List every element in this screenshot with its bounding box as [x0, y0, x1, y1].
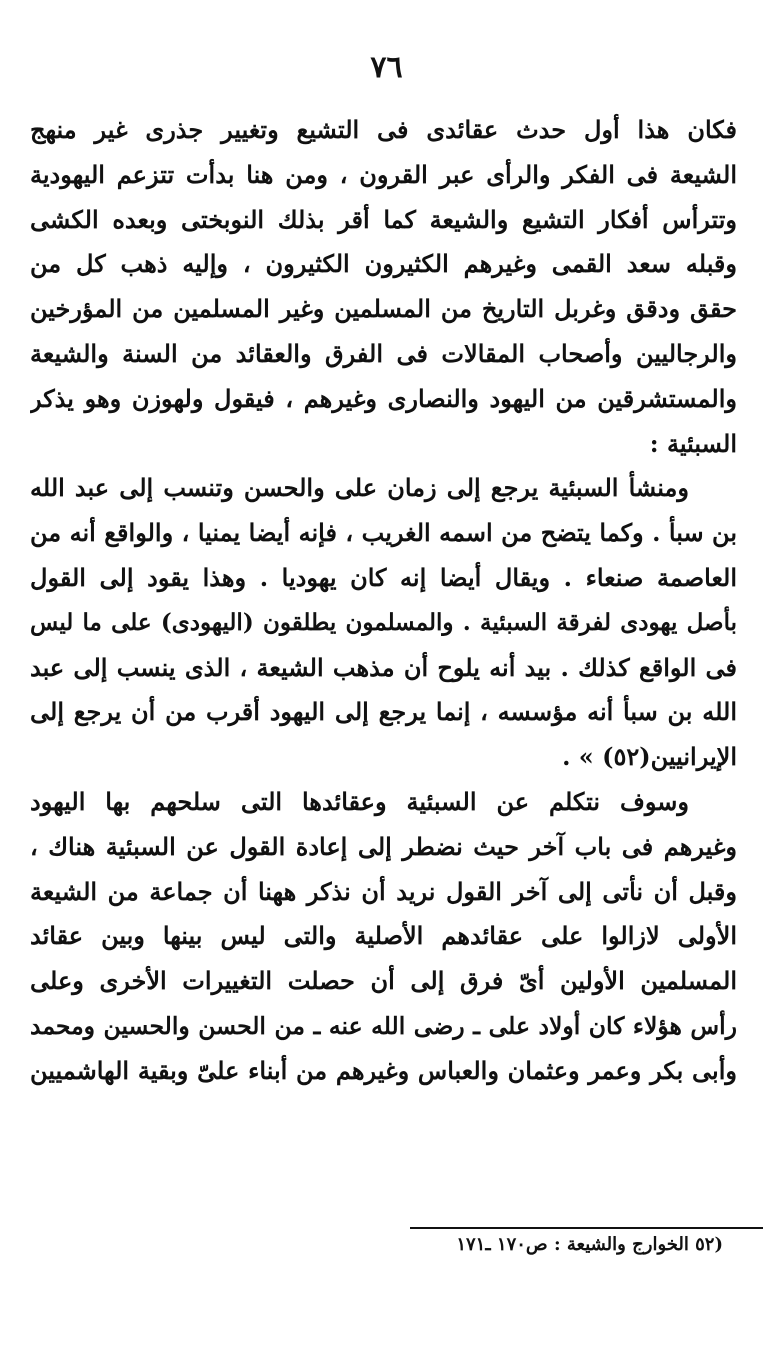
text-line: وغيرهم فى باب آخر حيث نضطر إلى إعادة القول عن السبئية هناك ،: [30, 831, 737, 861]
page-number: ٧٦: [370, 50, 403, 85]
text-line: السبئية :: [649, 428, 737, 458]
footnote: (٥٢ الخوارج والشيعة : ص١٧٠ ـ١٧١: [456, 1234, 723, 1255]
text-line: وقبل أن نأتى إلى آخر القول نريد أن نذكر ههنا أن جماعة من الشيعة: [30, 876, 737, 906]
text-line: الأولى لازالوا على عقائدهم الأصلية والتى ليس بينها وبين عقائد: [30, 921, 737, 951]
text-line: فى الواقع كذلك . بيد أنه يلوح أن مذهب الشيعة ، الذى ينسب إلى عبد: [30, 652, 737, 682]
text-line: ومنشأ السبئية يرجع إلى زمان على والحسن وتنسب إلى عبد الله: [30, 473, 689, 503]
text-line: حقق ودقق وغربل التاريخ من المسلمين وغير المسلمين من المؤرخين: [30, 294, 737, 324]
text-line: فكان هذا أول حدث عقائدى فى التشيع وتغيير جذرى غير منهج: [30, 115, 737, 144]
text-line: الشيعة فى الفكر والرأى عبر القرون ، ومن هنا بدأت تتزعم اليهودية: [30, 159, 737, 189]
text-line: وسوف نتكلم عن السبئية وعقائدها التى سلحهم بها اليهود: [30, 786, 689, 816]
paragraph-2-quote: [30, 466, 737, 780]
text-line: وأبى بكر وعمر وعثمان والعباس وغيرهم من أبناء علىّ وبقية الهاشميين: [30, 1055, 737, 1085]
text-line: وتترأس أفكار التشيع والشيعة كما أقر بذلك النوبختى وبعده الكشى: [30, 204, 737, 234]
text-line: رأس هؤلاء كان أولاد على ـ رضى الله عنه ـ من الحسن والحسين ومحمد: [30, 1011, 737, 1040]
paragraph-3: [30, 780, 737, 1094]
text-line: العاصمة صنعاء . ويقال أيضا إنه كان يهوديا . وهذا يقود إلى القول: [30, 562, 737, 592]
footnote-divider: [410, 1227, 763, 1229]
text-line: وقبله سعد القمى وغيرهم الكثيرون الكثيرون ، وإليه ذهب كل من: [30, 249, 737, 279]
text-line: والمستشرقين من اليهود والنصارى وغيرهم ، فيقول ولهوزن وهو يذكر: [30, 383, 737, 413]
text-line: والرجاليين وأصحاب المقالات فى الفرق والعقائد من السنة والشيعة: [30, 338, 737, 368]
text-line: الإيرانيين(٥٢) » .: [562, 742, 737, 772]
paragraph-1: [30, 108, 737, 466]
text-line: الله بن سبأ أنه مؤسسه ، إنما يرجع إلى اليهود أقرب من أن يرجع إلى: [30, 697, 737, 727]
text-line: المسلمين الأولين أىّ فرق إلى أن حصلت التغييرات الأخرى وعلى: [30, 966, 737, 996]
body-text: [30, 108, 737, 1094]
text-line: بأصل يهودى لفرقة السبئية . والمسلمون يطلقون (اليهودى) على ما ليس: [30, 608, 737, 636]
text-line: بن سبأ . وكما يتضح من اسمه الغريب ، فإنه أيضا يمنيا ، والواقع أنه من: [30, 518, 737, 548]
